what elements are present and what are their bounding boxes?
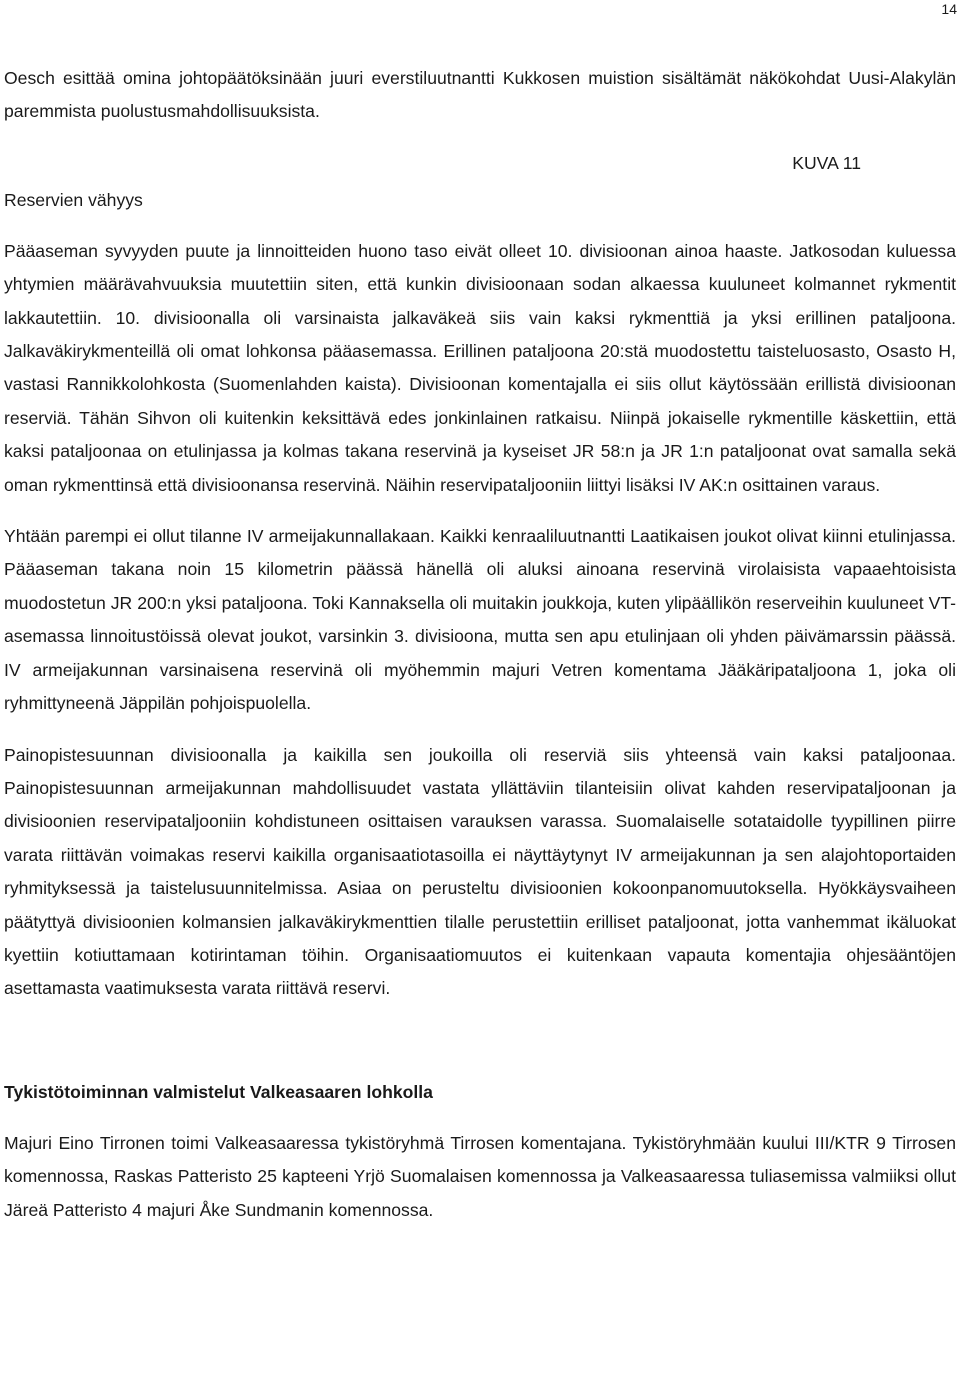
document-body xyxy=(4,62,956,1227)
paragraph-1: Oesch esittää omina johtopäätöksinään juuri everstiluutnantti Kukkosen muistion sisältämät näkökohdat Uusi-Alakylän paremmista puolustusmahdollisuuksista. xyxy=(4,68,956,122)
paragraph-2: Pääaseman syvyyden puute ja linnoitteiden huono taso eivät olleet 10. divisioonan ainoa haaste. Jatkosodan kuluessa yhtymien määrävahvuuksia muutettiin siten, että kunkin divisioonaan sodan alkaessa kuuluneet kolmannet rykmentit lakkautettiin. 10. divisioonalla oli varsinaista jalkaväkeä siis vain kaksi rykmenttiä ja yksi erillinen pataljoona. Jalkaväkirykmenteillä oli omat lohkonsa pääasemassa. Erillinen pataljoona 20:stä muodostettu taisteluosasto, Osasto H, vastasi Rannikkolohkosta (Suomenlahden kaista). Divisioonan komentajalla ei siis ollut käytössään erillistä divisioonan reserviä. Tähän Sihvon oli kuitenkin keksittävä edes jonkinlainen ratkaisu. Niinpä jokaiselle rykmentille käskettiin, että kaksi pataljoonaa on etulinjassa ja kolmas takana reservinä ja kyseiset JR 58:n ja JR 1:n pataljoonat ovat samalla sekä oman rykmenttinsä että divisioonansa reservinä. Näihin reservipataljooniin liittyi lisäksi IV AK:n osittainen varaus. xyxy=(4,240,956,495)
section-heading-artillery: Tykistötoiminnan valmistelut Valkeasaaren lohkolla xyxy=(4,1081,433,1102)
section-heading-reserves: Reservien vähyys xyxy=(4,189,143,210)
page-number: 14 xyxy=(941,1,957,17)
paragraph-3: Yhtään parempi ei ollut tilanne IV armeijakunnallakaan. Kaikki kenraaliluutnantti Laatikaisen joukot olivat kiinni etulinjassa. Pääaseman takana noin 15 kilometrin päässä hänellä oli aluksi ainoana reservinä virolaisista vapaaehtoisista muodostetun JR 200:n yksi pataljoona. Toki Kannaksella oli muitakin joukkoja, kuten ylipäällikön reserveihin kuuluneet VT-asemassa linnoitustöissä olevat joukot, varsinkin 3. divisioona, mutta sen apu etulinjaan oli yhden päivämarssin päässä. IV armeijakunnan varsinaisena reservinä oli myöhemmin majuri Vetren komentama Jääkäripataljoona 1, joka oli ryhmittyneenä Jäppilän pohjoispuolella. xyxy=(4,526,956,714)
figure-label: KUVA 11 xyxy=(792,152,861,173)
paragraph-5: Majuri Eino Tirronen toimi Valkeasaaressa tykistöryhmä Tirrosen komentajana. Tykistöryhmään kuului III/KTR 9 Tirrosen komennossa, Raskas Patteristo 25 kapteeni Yrjö Suomalaisen komennossa ja Valkeasaaressa tuliasemissa valmiiksi ollut Järeä Patteristo 4 majuri Åke Sundmanin komennossa. xyxy=(4,1132,956,1220)
paragraph-4: Painopistesuunnan divisioonalla ja kaikilla sen joukoilla oli reserviä siis yhteensä vain kaksi pataljoonaa. Painopistesuunnan armeijakunnan mahdollisuudet vastata yllättäviin tilanteisiin olivat kahden reservipataljoonan ja divisioonien reservipataljooniin kohdistuneen osittaisen varauksen varassa. Suomalaiselle sotataidolle tyypillinen piirre varata riittävän voimakas reservi kaikilla organisaatiotasoilla ei näyttäytynyt IV armeijakunnan ja sen alajohtoportaiden ryhmityksessä ja taistelusuunnitelmissa. Asiaa on perusteltu divisioonien kokoonpanomuutoksella. Hyökkäysvaiheen päätyttyä divisioonien kolmansien jalkaväkirykmenttien tilalle perustettiin erilliset pataljoonat, jotta vanhemmat ikäluokat kyettiin kotiuttamaan kotirintaman töihin. Organisaatiomuutos ei kuitenkaan vapauta komentajia ohjesääntöjen asettamasta vaatimuksesta varata riittävä reservi. xyxy=(4,744,956,999)
